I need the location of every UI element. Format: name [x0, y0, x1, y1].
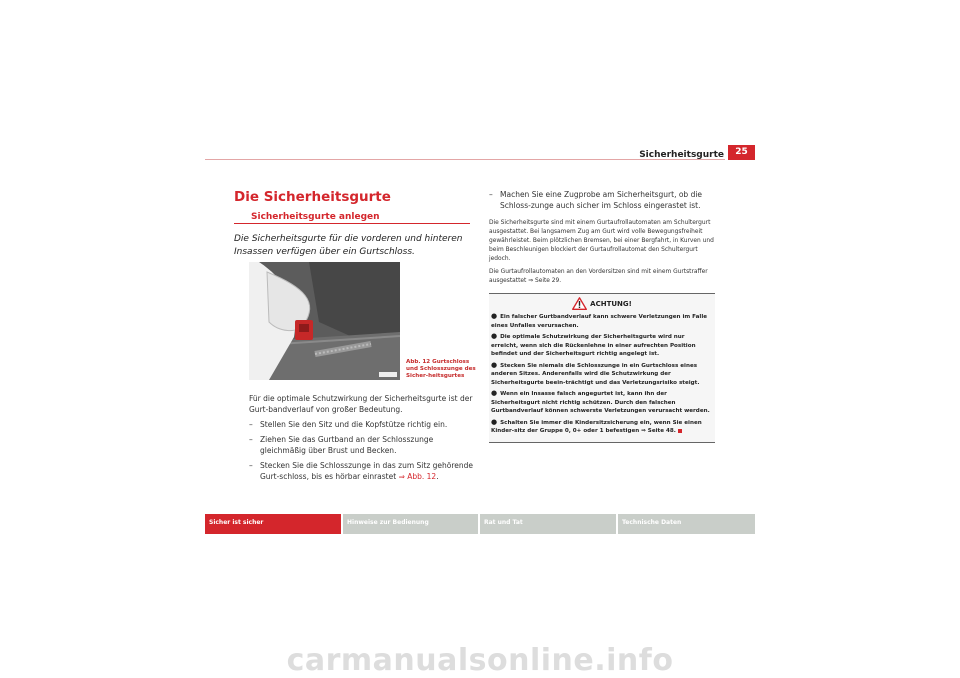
warning-box [489, 293, 715, 443]
step-text: Stecken Sie die Schlosszunge in das zum Sitz gehörende Gurt-schloss, bis es hörbar einrastet [260, 461, 474, 481]
figure-caption: Abb. 12 Gurtschloss und Schlosszunge des Sicher-heitsgurtes [406, 359, 476, 379]
running-header-title: Sicherheitsgurte [639, 150, 724, 160]
step-text: Stellen Sie den Sitz und die Kopfstütze richtig ein. [260, 420, 448, 429]
seatbelt-buckle-photo [249, 262, 400, 380]
section-heading: Sicherheitsgurte anlegen [234, 212, 470, 224]
warning-item: ● Schalten Sie immer die Kindersitzsicherung ein, wenn Sie einen Kinder-sitz der Gruppe 0, 0+ oder 1 befestigen ⇒ Seite 48. [491, 417, 702, 434]
tab-sicher-ist-sicher[interactable]: Sicher ist sicher [205, 514, 341, 534]
page-number: 25 [735, 147, 748, 157]
note-paragraph: Die Gurtaufrollautomaten an den Vordersitzen sind mit einem Gurtstraffer ausgestattet ⇒ Seite 29. [489, 269, 708, 284]
page-number-box [728, 145, 755, 160]
step-item: – Ziehen Sie das Gurtband an der Schlosszunge gleichmäßig über Brust und Becken. [249, 435, 434, 455]
seatbelt-illustration [249, 262, 400, 380]
right-body [489, 189, 715, 290]
tab-technische-daten[interactable]: Technische Daten [618, 514, 755, 534]
note-paragraph: Die Sicherheitsgurte sind mit einem Gurtaufrollautomaten am Schultergurt ausgestattet. Bei langsamem Zug am Gurt wird volle Bewegungsfreiheit gewährleistet. Beim plötzlichen Bremsen, bei einer Bergfahrt, in Kurven und beim Beschleunigen blockiert der Gurtaufrollautomat den Schultergurt jedoch. [489, 220, 714, 262]
step-item: – Stecken Sie die Schlosszunge in das zum Sitz gehörende Gurt-schloss, bis es hörbar einrastet ⇒ Abb. 12. [249, 461, 474, 481]
warning-item: ● Wenn ein Insasse falsch angegurtet ist, kann ihn der Sicherheitsgurt nicht richtig schützen. Durch den falschen Gurtbandverlauf können schwerste Verletzungen verursacht werden. [491, 389, 710, 414]
tab-hinweise-zur-bedienung[interactable]: Hinweise zur Bedienung [343, 514, 478, 534]
step-item: – Machen Sie eine Zugprobe am Sicherheitsgurt, ob die Schloss-zunge auch sicher im Schloss eingerastet ist. [489, 190, 703, 210]
warning-triangle-icon [572, 297, 587, 310]
chapter-heading: Die Sicherheitsgurte [234, 189, 391, 205]
step-text: Ziehen Sie das Gurtband an der Schlosszunge gleichmäßig über Brust und Becken. [260, 435, 434, 455]
warning-header [491, 297, 713, 310]
warning-item: ● Ein falscher Gurtbandverlauf kann schwere Verletzungen im Falle eines Unfalles verursachen. [491, 312, 708, 329]
step-item: – Stellen Sie den Sitz und die Kopfstütze richtig ein. [249, 420, 448, 429]
body-paragraph: Für die optimale Schutzwirkung der Sicherheitsgurte ist der Gurt-bandverlauf von großer Bedeutung. [249, 394, 473, 414]
figure-reference-link[interactable]: ⇒ Abb. 12 [398, 472, 437, 481]
watermark-text: carmanualsonline.info [286, 643, 674, 678]
warning-title: ACHTUNG! [590, 299, 632, 308]
intro-text: Die Sicherheitsgurte für die vorderen und hinteren Insassen verfügen über ein Gurtschloss. [234, 234, 463, 257]
step-text: Machen Sie eine Zugprobe am Sicherheitsgurt, ob die Schloss-zunge auch sicher im Schloss eingerastet ist. [500, 190, 703, 210]
warning-item: ● Die optimale Schutzwirkung der Sicherheitsgurte wird nur erreicht, wenn sich die Rückenlehne in einer aufrechten Position befindet und der Sicherheitsgurt richtig angelegt ist. [491, 332, 696, 357]
section-end-marker [678, 429, 682, 433]
left-body [249, 393, 475, 485]
tab-rat-und-tat[interactable]: Rat und Tat [480, 514, 616, 534]
warning-item: ● Stecken Sie niemals die Schlosszunge in ein Gurtschloss eines anderen Sitzes. Anderenfalls wird die Schutzwirkung der Sicherheitsgurte beein-trächtigt und das Verletzungsrisiko steigt. [491, 360, 700, 386]
